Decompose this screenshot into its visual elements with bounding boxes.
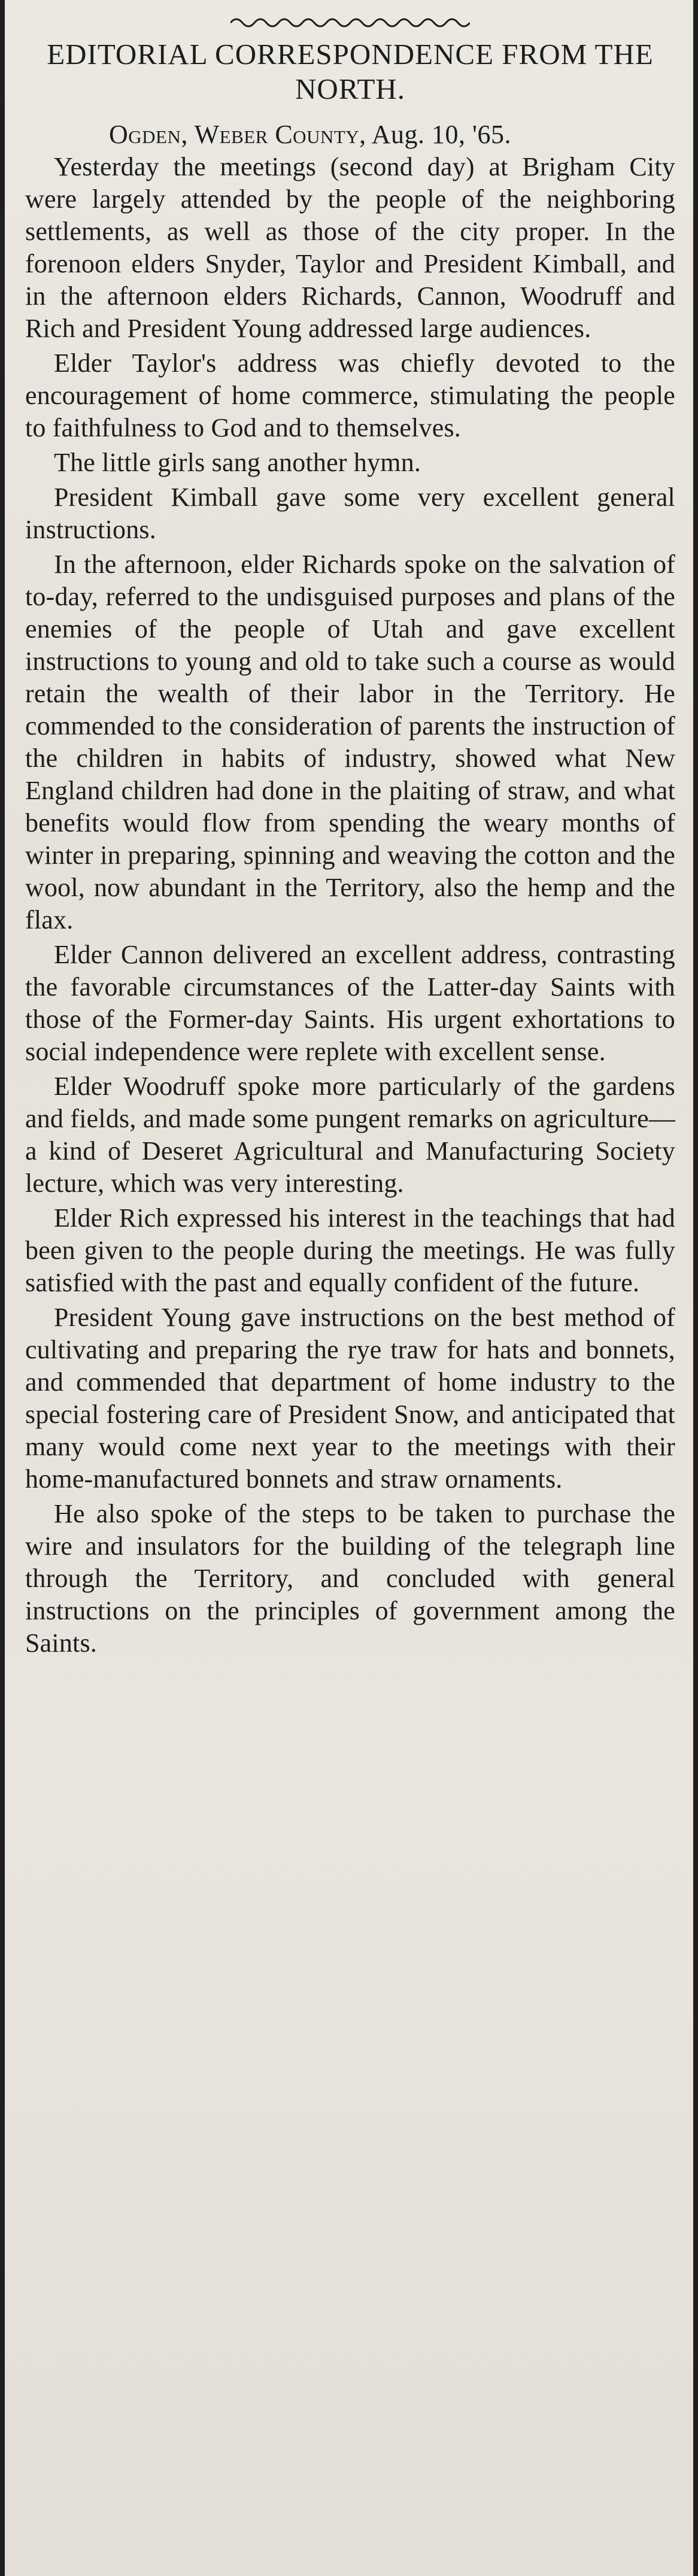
paragraph: Yesterday the meetings (second day) at Brigham City were largely attended by the people of the neighboring settlements, as well as those of the city proper. In the forenoon elders Snyder, Taylor and President Kimball, and in the afternoon elders Richards, Cannon, Woodruff and Rich and President Young addressed large audiences. (25, 152, 675, 343)
dateline-date: Aug. 10, '65. (371, 120, 511, 149)
dateline-city: Ogden, Weber County, (109, 120, 366, 149)
wavy-divider-ornament (230, 14, 470, 31)
paragraph: Elder Taylor's address was chiefly devoted to the encouragement of home commerce, stimulating the people to faithfulness to God and to themselves. (25, 348, 675, 442)
article (25, 14, 675, 1659)
left-column-rule (0, 0, 5, 2576)
paragraph: President Young gave instructions on the best method of cultivating and preparing the rye traw for hats and bonnets, and commended that department of home industry to the special fostering care of President Snow, and anticipated that many would come next year to the meetings with their home-manufactured bonnets and straw ornaments. (25, 1303, 675, 1494)
headline: EDITORIAL CORRESPONDENCE FROM THE NORTH. (47, 38, 654, 105)
paragraph: Elder Rich expressed his interest in the teachings that had been given to the people during the meetings. He was fully satisfied with the past and equally confident of the future. (25, 1203, 675, 1297)
paragraph: He also spoke of the steps to be taken to purchase the wire and insulators for the building of the telegraph line through the Territory, and concluded with general instructions on the principles of government among the Saints. (25, 1499, 675, 1658)
paragraph: Elder Cannon delivered an excellent address, contrasting the favorable circumstances of the Latter-day Saints with those of the Former-day Saints. His urgent exhortations to social independence were replete with excellent sense. (25, 940, 675, 1066)
paragraph: The little girls sang another hymn. (54, 448, 421, 477)
paragraph: In the afternoon, elder Richards spoke on the salvation of to-day, referred to the undisguised purposes and plans of the enemies of the people of Utah and gave excellent instructions to young and old to take such a course as would retain the wealth of their labor in the Territory. He commended to the consideration of parents the instruction of the children in habits of industry, showed what New England children had done in the plaiting of straw, and what benefits would flow from spending the weary months of winter in preparing, spinning and weaving the cotton and the wool, now abundant in the Territory, also the hemp and the flax. (25, 550, 675, 934)
dateline (25, 119, 675, 151)
paragraph: Elder Woodruff spoke more particularly of the gardens and fields, and made some pungent remarks on agriculture—a kind of Deseret Agricultural and Manufacturing Society lecture, which was very interesting. (25, 1072, 675, 1198)
right-column-rule (693, 0, 698, 2576)
paragraph: President Kimball gave some very excellent general instructions. (25, 483, 675, 544)
